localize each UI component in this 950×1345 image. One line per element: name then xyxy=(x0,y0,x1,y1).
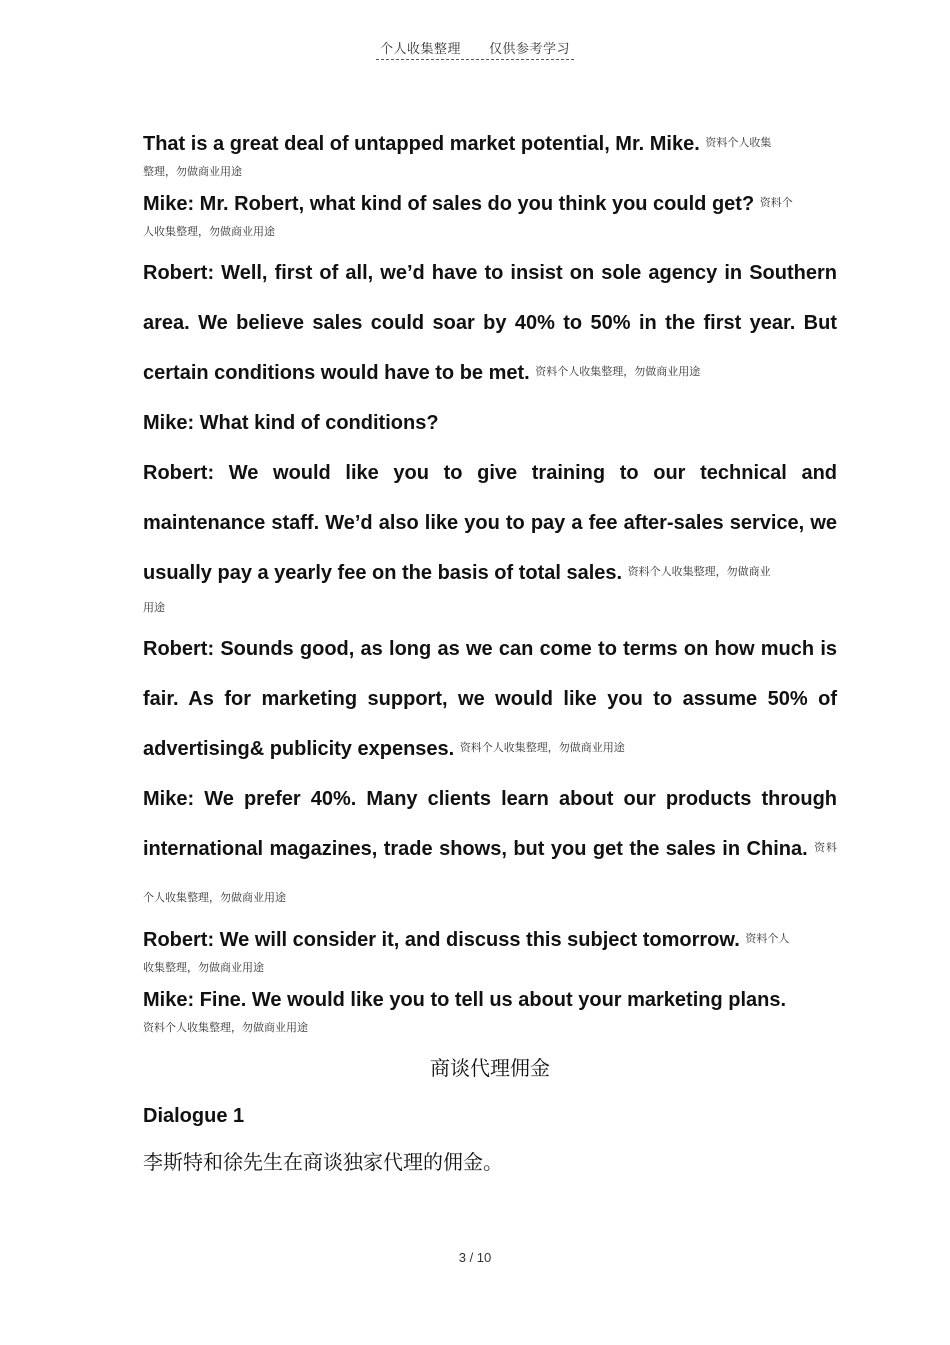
watermark-note-line: 用途 xyxy=(143,602,165,614)
watermark-note: 资料个人收集整理，勿做商业用途 xyxy=(535,366,701,378)
page-number: 3 / 10 xyxy=(458,1250,492,1265)
paragraph-7 xyxy=(143,774,837,924)
dialogue-intro: 李斯特和徐先生在商谈独家代理的佣金。 xyxy=(143,1150,503,1174)
paragraph-4 xyxy=(143,398,837,448)
paragraph-6 xyxy=(143,624,837,774)
watermark-note: 资料个 xyxy=(759,197,793,209)
paragraph-text: Robert: Sounds good, as long as we can come to terms on how much is fair. As for marketing support, we would like you to assume 50% of advertising& publicity expenses. xyxy=(143,638,837,760)
paragraph-text: That is a great deal of untapped market potential, Mr. Mike. xyxy=(143,133,700,155)
paragraph-text: Mike: We prefer 40%. Many clients learn about our products through international magazines, trade shows, but you get the sales in China. xyxy=(143,788,837,860)
paragraph-text: Robert: We would like you to give training to our technical and maintenance staff. We’d also like you to pay a fee after-sales service, we usually pay a yearly fee on the basis of total sales. xyxy=(143,462,837,584)
watermark-note: 资料个人 xyxy=(745,933,790,945)
paragraph-1 xyxy=(143,128,837,160)
paragraph-text: Mike: What kind of conditions? xyxy=(143,412,439,434)
paragraph-3 xyxy=(143,248,837,398)
paragraph-9 xyxy=(143,984,837,1016)
watermark-note: 资料个人收集整理，勿做商业用途 xyxy=(143,842,838,904)
document-body xyxy=(143,128,837,1178)
watermark-note-line: 收集整理，勿做商业用途 xyxy=(143,962,264,974)
watermark-note-line: 整理，勿做商业用途 xyxy=(143,166,242,178)
header-left-text: 个人收集整理 xyxy=(379,41,461,56)
dialogue-heading: Dialogue 1 xyxy=(143,1105,245,1127)
paragraph-text: Robert: Well, first of all, we’d have to insist on sole agency in Southern area. We believe sales could soar by 40% to 50% in the first year. But certain conditions would have to be met. xyxy=(143,262,837,384)
paragraph-text: Robert: We will consider it, and discuss this subject tomorrow. xyxy=(143,929,740,951)
header-rule xyxy=(376,38,574,60)
section-title: 商谈代理佣金 xyxy=(430,1056,550,1080)
watermark-note: 资料个人收集整理，勿做商业 xyxy=(627,566,771,578)
paragraph-text: Mike: Fine. We would like you to tell us about your marketing plans. xyxy=(143,989,787,1011)
watermark-note-line: 人收集整理，勿做商业用途 xyxy=(143,226,275,238)
paragraph-8 xyxy=(143,924,837,956)
watermark-note: 资料个人收集整理，勿做商业用途 xyxy=(459,742,625,754)
watermark-note: 资料个人收集 xyxy=(705,137,772,149)
page-header xyxy=(0,38,950,60)
header-right-text: 仅供参考学习 xyxy=(489,41,571,56)
paragraph-2 xyxy=(143,188,837,220)
paragraph-5 xyxy=(143,448,837,598)
watermark-note-line: 资料个人收集整理，勿做商业用途 xyxy=(143,1022,308,1034)
paragraph-text: Mike: Mr. Robert, what kind of sales do you think you could get? xyxy=(143,193,755,215)
